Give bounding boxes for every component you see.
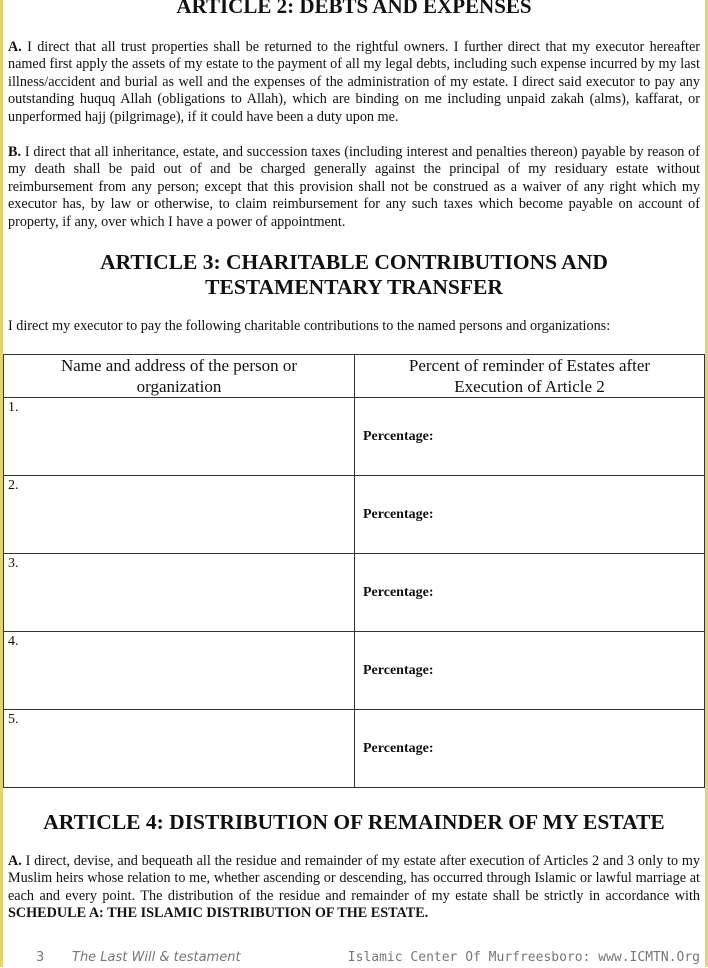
row-number: 4. [8, 634, 19, 649]
name-address-cell[interactable] [4, 554, 355, 632]
percentage-label: Percentage: [363, 429, 434, 444]
name-address-cell[interactable] [4, 632, 355, 710]
percentage-cell[interactable] [355, 476, 705, 554]
article-4-paragraph-a [8, 853, 700, 923]
row-number: 1. [8, 400, 19, 415]
article-2-title: ARTICLE 2: DEBTS AND EXPENSES [176, 0, 532, 18]
paragraph-a-label: A. [8, 853, 22, 869]
name-address-cell[interactable] [4, 476, 355, 554]
paragraph-a-text: I direct, devise, and bequeath all the residue and remainder of my estate after execution of Articles 2 and 3 only to my Muslim heirs whose relation to me, whether ascending or descending, has occurred through Islamic or lawful marriage at each and every point. The distribution of the residue and remainder of my estate shall be strictly in accordance with [8, 853, 700, 904]
table-row [4, 710, 705, 788]
table-row [4, 398, 705, 476]
row-number: 3. [8, 556, 19, 571]
percent-column-header [355, 355, 705, 398]
table-row [4, 554, 705, 632]
percentage-label: Percentage: [363, 741, 434, 756]
percentage-label: Percentage: [363, 663, 434, 678]
article-3-title-line-2: TESTAMENTARY TRANSFER [205, 275, 503, 299]
percentage-label: Percentage: [363, 507, 434, 522]
header-line: organization [136, 377, 222, 396]
header-line: Name and address of the person or [60, 356, 298, 375]
table-row [4, 476, 705, 554]
footer-organization: Islamic Center Of Murfreesboro: www.ICMTN.Org [347, 950, 700, 965]
footer-document-title: The Last Will & testament [72, 950, 241, 965]
paragraph-b-text: I direct that all inheritance, estate, and succession taxes (including interest and penalties thereon) payable by reason of my death shall be paid out of and be charged generally against the principal of my residuary estate without reimbursement from any person; except that this provision shall not be construed as a waiver of any right which my executor has, by law or otherwise, to claim reimbursement for any such taxes which become payable on account of property, if any, over which I have a power of appointment. [8, 144, 701, 230]
percentage-cell[interactable] [355, 398, 705, 476]
article-2-paragraph-a [8, 39, 700, 126]
charitable-contributions-table [3, 354, 705, 788]
row-number: 2. [8, 478, 19, 493]
paragraph-b-label: B. [8, 144, 22, 160]
name-address-cell[interactable] [4, 710, 355, 788]
article-3-title-line-1: ARTICLE 3: CHARITABLE CONTRIBUTIONS AND [100, 250, 608, 274]
row-number: 5. [8, 712, 19, 727]
header-line: Execution of Article 2 [454, 377, 605, 396]
percentage-cell[interactable] [355, 632, 705, 710]
paragraph-a-text: I direct that all trust properties shall be returned to the rightful owners. I further direct that my executor hereafter named first apply the assets of my estate to the payment of all my legal debts, including such expense incurred by my last illness/accident and burial as well and the expenses of the administration of my estate. I direct said executor to pay any outstanding huquq Allah (obligations to Allah), which are binding on me including unpaid zakah (alms), kaffarat, or unperformed hajj (pilgrimage), if it could have been a duty upon me. [8, 39, 701, 125]
article-3-title [8, 250, 700, 300]
article-3-intro: I direct my executor to pay the following charitable contributions to the named persons and organizations: [8, 318, 611, 334]
header-line: Percent of reminder of Estates after [408, 356, 651, 375]
table-header-row [4, 355, 705, 398]
article-2-paragraph-b [8, 144, 700, 231]
page-number: 3 [36, 950, 45, 965]
page-footer [36, 950, 700, 968]
percentage-label: Percentage: [363, 585, 434, 600]
percentage-cell[interactable] [355, 710, 705, 788]
schedule-a-reference: SCHEDULE A: THE ISLAMIC DISTRIBUTION OF THE ESTATE. [8, 905, 429, 922]
table-row [4, 632, 705, 710]
article-4-title: ARTICLE 4: DISTRIBUTION OF REMAINDER OF MY ESTATE [43, 810, 665, 834]
percentage-cell[interactable] [355, 554, 705, 632]
paragraph-a-label: A. [8, 39, 22, 55]
name-address-cell[interactable] [4, 398, 355, 476]
name-address-column-header [4, 355, 355, 398]
